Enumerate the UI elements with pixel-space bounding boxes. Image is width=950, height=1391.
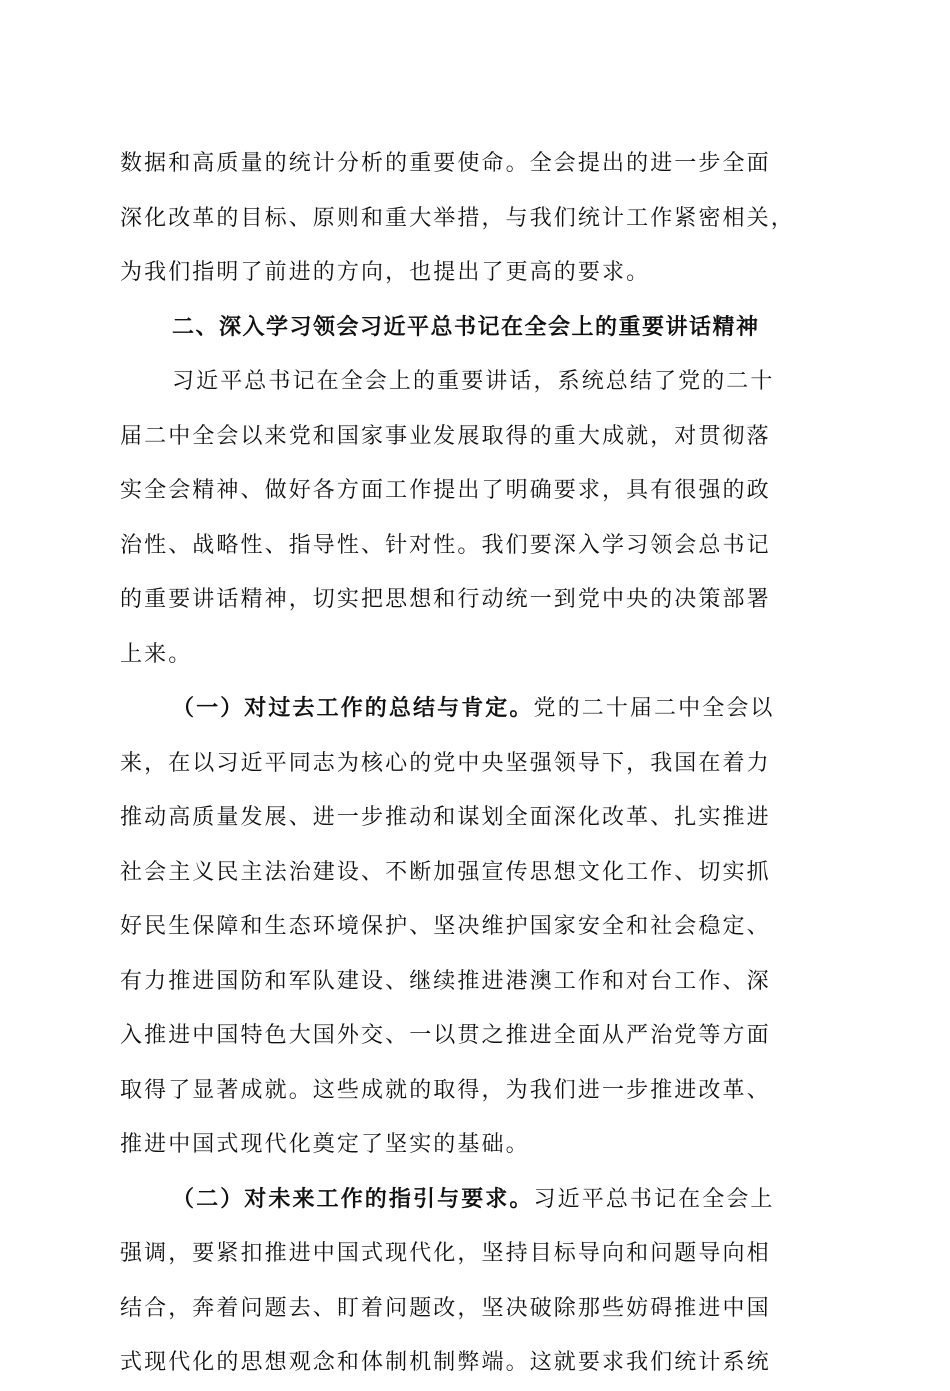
text-line: 强调，要紧扣推进中国式现代化，坚持目标导向和问题导向相 bbox=[120, 1241, 771, 1266]
subsection-text: 习近平总书记在全会上 bbox=[533, 1186, 775, 1212]
subsection-first-line bbox=[120, 1173, 832, 1228]
text-line: 届二中全会以来党和国家事业发展取得的重大成就，对贯彻落 bbox=[120, 423, 771, 449]
text-line: 有力推进国防和军队建设、继续推进港澳工作和对台工作、深 bbox=[120, 968, 771, 994]
text-line: 社会主义民主法治建设、不断加强宣传思想文化工作、切实抓 bbox=[120, 859, 771, 885]
text-line: 入推进中国特色大国外交、一以贯之推进全面从严治党等方面 bbox=[120, 1023, 771, 1048]
text-line: 为我们指明了前进的方向，也提出了更高的要求。 bbox=[120, 260, 651, 285]
text-line: 来，在以习近平同志为核心的党中央坚强领导下，我国在着力 bbox=[120, 750, 771, 776]
text-line: 推进中国式现代化奠定了坚实的基础。 bbox=[120, 1132, 530, 1157]
subsection-lead: （二）对未来工作的指引与要求。 bbox=[172, 1186, 534, 1212]
text-line: 好民生保障和生态环境保护、坚决维护国家安全和社会稳定、 bbox=[120, 914, 771, 939]
text-line: 实全会精神、做好各方面工作提出了明确要求，具有很强的政 bbox=[120, 478, 771, 503]
subsection-lead: （一）对过去工作的总结与肯定。 bbox=[172, 696, 534, 721]
text-line: 推动高质量发展、进一步推动和谋划全面深化改革、扎实推进 bbox=[120, 805, 771, 830]
document-body bbox=[120, 137, 832, 1391]
text-line: 习近平总书记在全会上的重要讲话，系统总结了党的二十 bbox=[172, 369, 775, 394]
section-heading: 二、深入学习领会习近平总书记在全会上的重要讲话精神 bbox=[172, 314, 760, 340]
subsection-text: 党的二十届二中全会以 bbox=[533, 696, 775, 721]
subsection-first-line bbox=[120, 682, 832, 737]
text-line: 的重要讲话精神，切实把思想和行动统一到党中央的决策部署 bbox=[120, 587, 771, 612]
text-line: 上来。 bbox=[120, 641, 193, 667]
text-line: 深化改革的目标、原则和重大举措，与我们统计工作紧密相关， bbox=[120, 205, 795, 231]
text-line: 式现代化的思想观念和体制机制弊端。这就要求我们统计系统 bbox=[120, 1350, 771, 1375]
text-line: 取得了显著成就。这些成就的取得，为我们进一步推进改革、 bbox=[120, 1077, 771, 1103]
text-line: 治性、战略性、指导性、针对性。我们要深入学习领会总书记 bbox=[120, 532, 771, 558]
text-line: 结合，奔着问题去、盯着问题改，坚决破除那些妨碍推进中国 bbox=[120, 1295, 771, 1321]
text-line: 数据和高质量的统计分析的重要使命。全会提出的进一步全面 bbox=[120, 151, 771, 176]
